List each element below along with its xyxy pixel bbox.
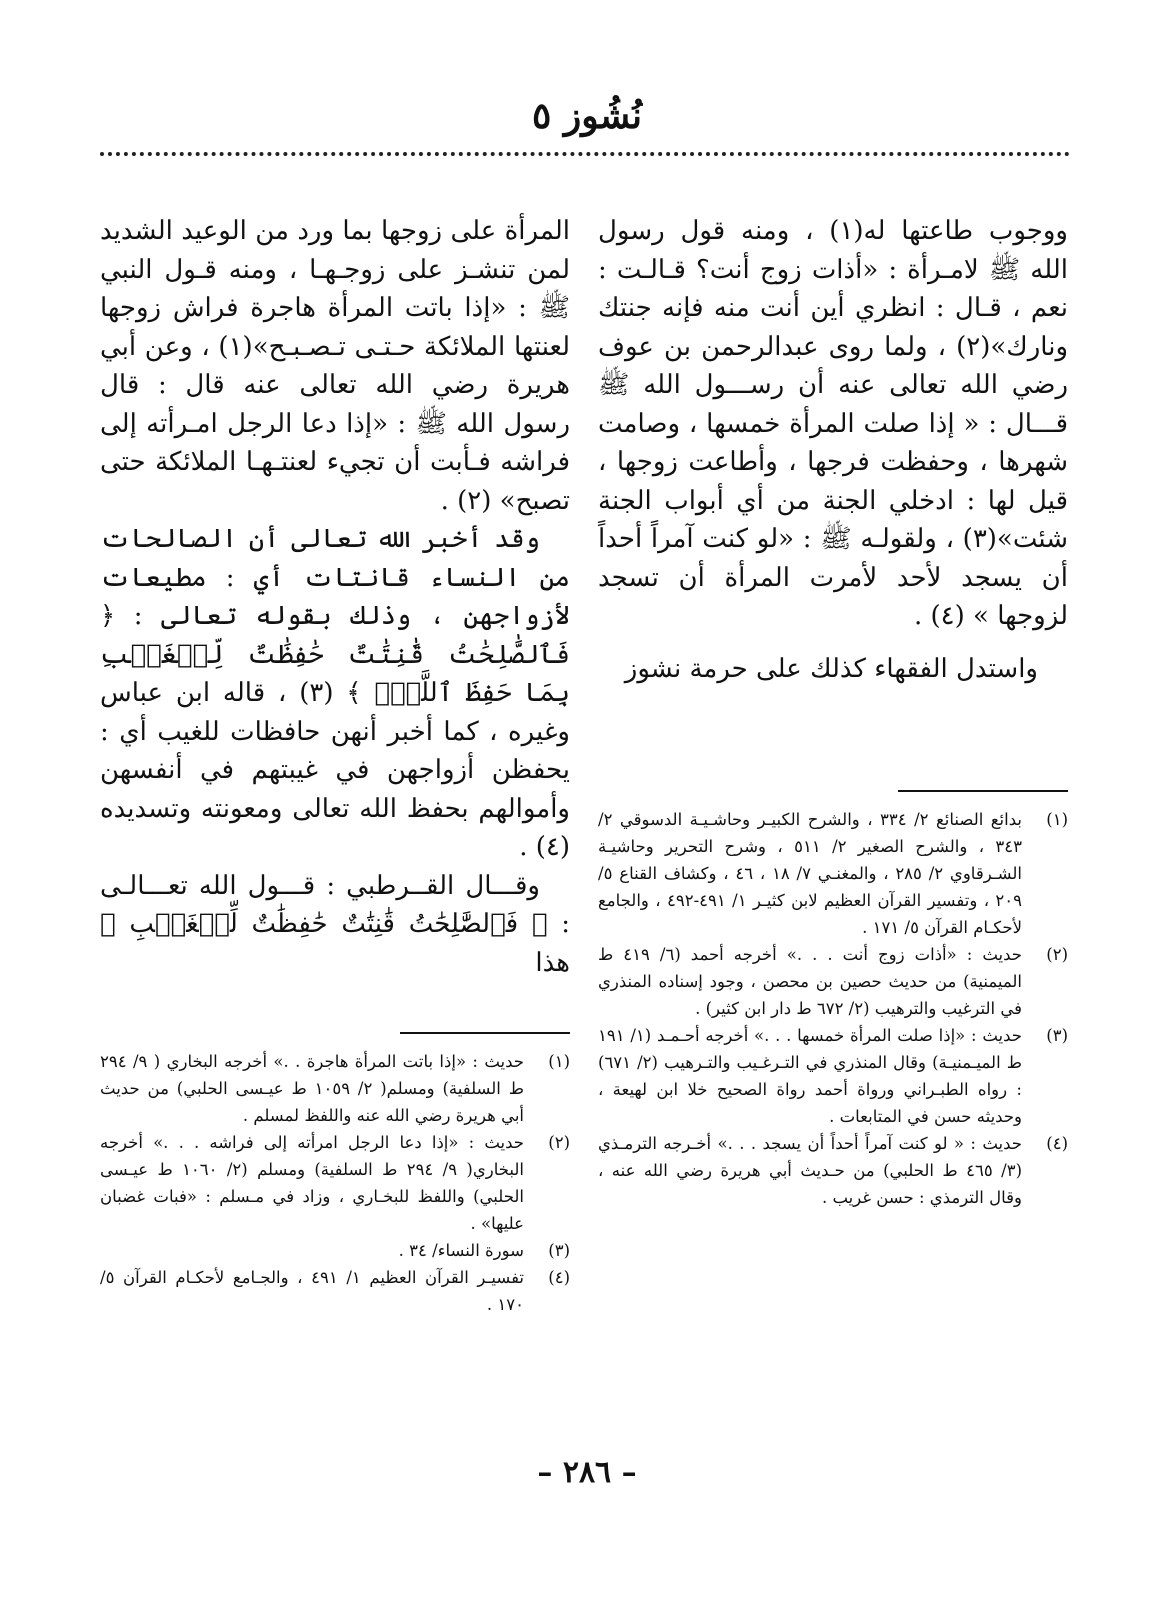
footnote bbox=[598, 806, 1068, 941]
body-paragraph: المرأة على زوجها بما ورد من الوعيد الشديد لمن تنشـز على زوجـهـا ، ومنه قـول النبي ﷺ : «إذا باتت المرأة هاجرة فراش زوجها لعنتها الملائكة حـتـى تـصـبـح»(١) ، وعن أبي هريرة رضي الله تعالى عنه قال : قال رسول الله ﷺ : «إذا دعا الرجل امـرأته إلى فراشه فـأبت أن تجيء لعنتـهـا الملائكة حتى تصبح» (٢) . bbox=[100, 216, 571, 516]
footnote-text: حديث : «إذا باتت المرأة هاجرة . .» أخرجه البخاري ( ٩/ ٢٩٤ ط السلفية) ومسلم( ٢/ ١٠٥٩ ط عيـسى الحلبي) من حديث أبي هريرة رضي الله عنه واللفظ لمسلم . bbox=[100, 1052, 524, 1125]
footnote-text: بدائع الصنائع ٢/ ٣٣٤ ، والشرح الكبيـر وحاشـيـة الدسوقي ٢/ ٣٤٣ ، والشرح الصغير ٢/ ٥١١ ، وشرح التحرير وحاشيـة الشـرقاوي ٢/ ٢٨٥ ، والمغنـي ٧/ ١٨ ، ٤٦ ، وكشاف القناع ٥/ ٢٠٩ ، وتفسير القرآن العظيم لابن كثيـر ١/ ٤٩١-٤٩٢ ، والجامع لأحكـام القرآن ٥/ ١٧١ . bbox=[598, 810, 1023, 937]
page-title: نُشُوز ٥ bbox=[532, 95, 642, 137]
footnote bbox=[100, 1048, 570, 1129]
footnote bbox=[100, 1264, 570, 1318]
footnote-number: (١) bbox=[548, 1052, 570, 1071]
body-paragraph: وقـــال القــرطبي : قـــول الله تعـــالـى : ﴿ فَٱلصَّٰلِحَٰتُ قَٰنِتَٰتٌ حَٰفِظَٰتٌ لِّلۡغَيۡبِ ﴾ هذا bbox=[100, 870, 570, 978]
footnote-text: حديث : «إذا دعا الرجل امرأته إلى فراشه . . .» أخرجه البخاري( ٩/ ٢٩٤ ط السلفية) ومسلم (٢/ ١٠٦٠ ط عيـسى الحلبي) واللفظ للبخـاري ، وزاد في مـسلم : «فبات غضبان عليها» . bbox=[100, 1133, 524, 1233]
footnote-text: سورة النساء/ ٣٤ . bbox=[398, 1241, 524, 1260]
footnote-divider bbox=[898, 790, 1068, 792]
footnote-text: تفسيـر القرآن العظيم ١/ ٤٩١ ، والجـامع لأحكـام القرآن ٥/ ١٧٠ . bbox=[100, 1268, 525, 1314]
footnote-text: حديث : «أذات زوج أنت . . .» أخرجه أحمد (٦/ ٤١٩ ط الميمنية) من حديث حصين بن محصن ، وجود إسناده المنذري في الترغيب والترهيب (٢/ ٦٧٢ ط دار ابن كثير) . bbox=[598, 945, 1022, 1018]
footnote-number: (١) bbox=[1046, 810, 1068, 829]
footnote-text: حديث : «إذا صلت المرأة خمسها . . .» أخرجه أحـمـد (١/ ١٩١ ط الميـمنيـة) وقال المنذري في التـرغـيب والتـرهيب (٢/ ٦٧١) : رواه الطبـراني ورواة أحمد رواة الصحيح خلا ابن لهيعة ، وحديثه حسن في المتابعات . bbox=[598, 1026, 1022, 1126]
body-paragraph: واستدل الفقهاء كذلك على حرمة نشوز bbox=[624, 653, 1038, 684]
footnote bbox=[598, 941, 1068, 1022]
footnote-number: (٣) bbox=[548, 1241, 570, 1260]
footnote-text: حديث : « لو كنت آمراً أحداً أن يسجد . . .» أخـرجه الترمـذي (٣/ ٤٦٥ ط الحلبي) من حـديث أبي هريرة رضي الله عنه ، وقال الترمذي : حسن غريب . bbox=[598, 1134, 1022, 1207]
left-column bbox=[100, 212, 570, 982]
footnote bbox=[100, 1129, 570, 1237]
footnote-number: (٢) bbox=[548, 1133, 570, 1152]
body-paragraph: ووجوب طاعتها له(١) ، ومنه قول رسول الله ﷺ لامـرأة : «أذات زوج أنت؟ قـالـت : نعم ، قـال : انظري أين أنت منه فإنه جنتك ونارك»(٢) ، ولما روى عبدالرحمن بن عوف رضي الله تعالى عنه أن رســـول الله ﷺ قـــال : « إذا صلت المرأة خمسها ، وصامت شهرها ، وحفظت فرجها ، وأطاعت زوجها ، قيل لها : ادخلي الجنة من أي أبواب الجنة شئت»(٣) ، ولقولـه ﷺ : «لو كنت آمراً أحداً أن يسجد لأحد لأمرت المرأة أن تسجد لزوجها » (٤) . bbox=[598, 216, 1068, 631]
right-column bbox=[598, 212, 1068, 688]
footnote bbox=[598, 1022, 1068, 1130]
header-divider bbox=[100, 152, 1070, 156]
body-paragraph: وقد أخبر الله تعالى أن الصالحات من النساء قانتات أي : مطيعات لأزواجهن ، وذلك بقوله تعالى : ﴿ فَٱلصَّٰلِحَٰتُ قَٰنِتَٰتٌ حَٰفِظَٰتٌ لِّلۡغَيۡبِ بِمَا حَفِظَ ٱللَّهُۚ ﴾ (٣) ، قاله ابن عباس وغيره ، كما أخبر أنهن حافظات للغيب أي : يحفظن أزواجهن في غيبتهم في أنفسهن وأموالهم بحفظ الله تعالى ومعونته وتسديده (٤) . bbox=[100, 524, 570, 862]
left-footnotes bbox=[100, 1048, 570, 1318]
footnote-number: (٤) bbox=[1046, 1134, 1068, 1153]
footnote-number: (٢) bbox=[1046, 945, 1068, 964]
page-number: – ٢٨٦ – bbox=[537, 1455, 637, 1490]
footnote bbox=[598, 1130, 1068, 1211]
right-footnotes bbox=[598, 806, 1068, 1211]
footnote-number: (٤) bbox=[548, 1268, 570, 1287]
footnote bbox=[100, 1237, 570, 1264]
footnote-number: (٣) bbox=[1046, 1026, 1068, 1045]
footnote-divider bbox=[400, 1032, 570, 1034]
